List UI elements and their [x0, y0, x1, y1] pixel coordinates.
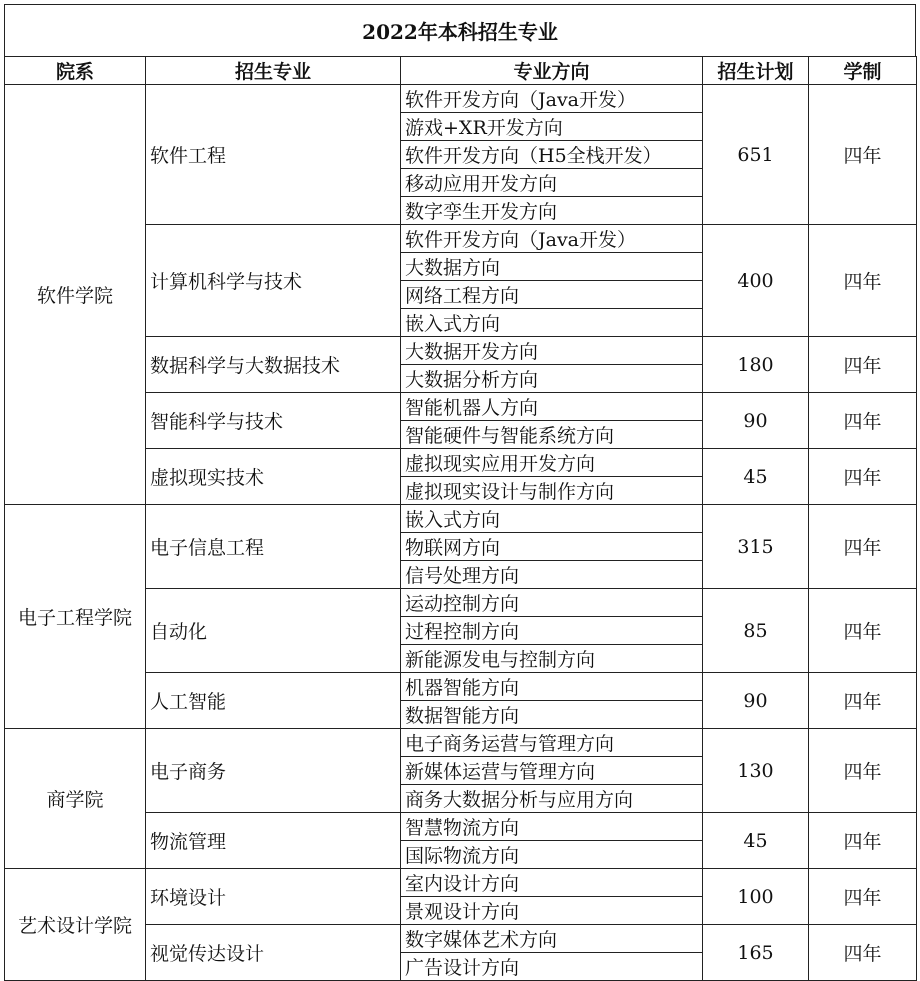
direction-cell: 大数据开发方向: [401, 337, 703, 365]
years-cell: 四年: [809, 869, 917, 925]
direction-cell: 电子商务运营与管理方向: [401, 729, 703, 757]
direction-cell: 数字媒体艺术方向: [401, 925, 703, 953]
college-cell: 艺术设计学院: [5, 869, 146, 981]
direction-cell: 景观设计方向: [401, 897, 703, 925]
major-cell: 软件工程: [146, 85, 401, 225]
direction-cell: 商务大数据分析与应用方向: [401, 785, 703, 813]
direction-cell: 智慧物流方向: [401, 813, 703, 841]
years-cell: 四年: [809, 729, 917, 813]
table-row: [5, 869, 917, 897]
direction-cell: 游戏+XR开发方向: [401, 113, 703, 141]
direction-cell: 网络工程方向: [401, 281, 703, 309]
plan-cell: 315: [703, 505, 809, 589]
plan-cell: 130: [703, 729, 809, 813]
years-cell: 四年: [809, 925, 917, 981]
direction-cell: 过程控制方向: [401, 617, 703, 645]
major-cell: 电子商务: [146, 729, 401, 813]
years-cell: 四年: [809, 393, 917, 449]
years-cell: 四年: [809, 673, 917, 729]
major-cell: 人工智能: [146, 673, 401, 729]
major-cell: 智能科学与技术: [146, 393, 401, 449]
major-cell: 虚拟现实技术: [146, 449, 401, 505]
plan-cell: 180: [703, 337, 809, 393]
direction-cell: 新媒体运营与管理方向: [401, 757, 703, 785]
college-cell: 电子工程学院: [5, 505, 146, 729]
major-cell: 物流管理: [146, 813, 401, 869]
years-cell: 四年: [809, 85, 917, 225]
direction-cell: 软件开发方向（Java开发）: [401, 85, 703, 113]
direction-cell: 大数据分析方向: [401, 365, 703, 393]
table-row: [5, 729, 917, 757]
direction-cell: 新能源发电与控制方向: [401, 645, 703, 673]
major-cell: 电子信息工程: [146, 505, 401, 589]
years-cell: 四年: [809, 505, 917, 589]
direction-cell: 虚拟现实设计与制作方向: [401, 477, 703, 505]
plan-cell: 651: [703, 85, 809, 225]
years-cell: 四年: [809, 589, 917, 673]
direction-cell: 信号处理方向: [401, 561, 703, 589]
direction-cell: 运动控制方向: [401, 589, 703, 617]
header-direction: 专业方向: [401, 57, 703, 85]
plan-cell: 45: [703, 449, 809, 505]
table-title: 2022年本科招生专业: [4, 4, 916, 56]
direction-cell: 智能机器人方向: [401, 393, 703, 421]
direction-cell: 软件开发方向（Java开发）: [401, 225, 703, 253]
header-major: 招生专业: [146, 57, 401, 85]
major-cell: 数据科学与大数据技术: [146, 337, 401, 393]
header-plan: 招生计划: [703, 57, 809, 85]
header-row: [5, 57, 917, 85]
direction-cell: 大数据方向: [401, 253, 703, 281]
major-cell: 视觉传达设计: [146, 925, 401, 981]
plan-cell: 45: [703, 813, 809, 869]
enrollment-table: [4, 56, 917, 981]
plan-cell: 85: [703, 589, 809, 673]
years-cell: 四年: [809, 337, 917, 393]
header-years: 学制: [809, 57, 917, 85]
direction-cell: 移动应用开发方向: [401, 169, 703, 197]
plan-cell: 165: [703, 925, 809, 981]
direction-cell: 嵌入式方向: [401, 505, 703, 533]
plan-cell: 90: [703, 673, 809, 729]
table-body: [5, 85, 917, 981]
major-cell: 自动化: [146, 589, 401, 673]
major-cell: 环境设计: [146, 869, 401, 925]
plan-cell: 100: [703, 869, 809, 925]
header-college: 院系: [5, 57, 146, 85]
direction-cell: 广告设计方向: [401, 953, 703, 981]
direction-cell: 智能硬件与智能系统方向: [401, 421, 703, 449]
direction-cell: 嵌入式方向: [401, 309, 703, 337]
table-row: [5, 85, 917, 113]
years-cell: 四年: [809, 813, 917, 869]
plan-cell: 90: [703, 393, 809, 449]
direction-cell: 数据智能方向: [401, 701, 703, 729]
years-cell: 四年: [809, 449, 917, 505]
major-cell: 计算机科学与技术: [146, 225, 401, 337]
years-cell: 四年: [809, 225, 917, 337]
college-cell: 软件学院: [5, 85, 146, 505]
direction-cell: 机器智能方向: [401, 673, 703, 701]
direction-cell: 国际物流方向: [401, 841, 703, 869]
college-cell: 商学院: [5, 729, 146, 869]
direction-cell: 虚拟现实应用开发方向: [401, 449, 703, 477]
direction-cell: 软件开发方向（H5全栈开发）: [401, 141, 703, 169]
table-row: [5, 505, 917, 533]
direction-cell: 数字孪生开发方向: [401, 197, 703, 225]
direction-cell: 物联网方向: [401, 533, 703, 561]
plan-cell: 400: [703, 225, 809, 337]
direction-cell: 室内设计方向: [401, 869, 703, 897]
